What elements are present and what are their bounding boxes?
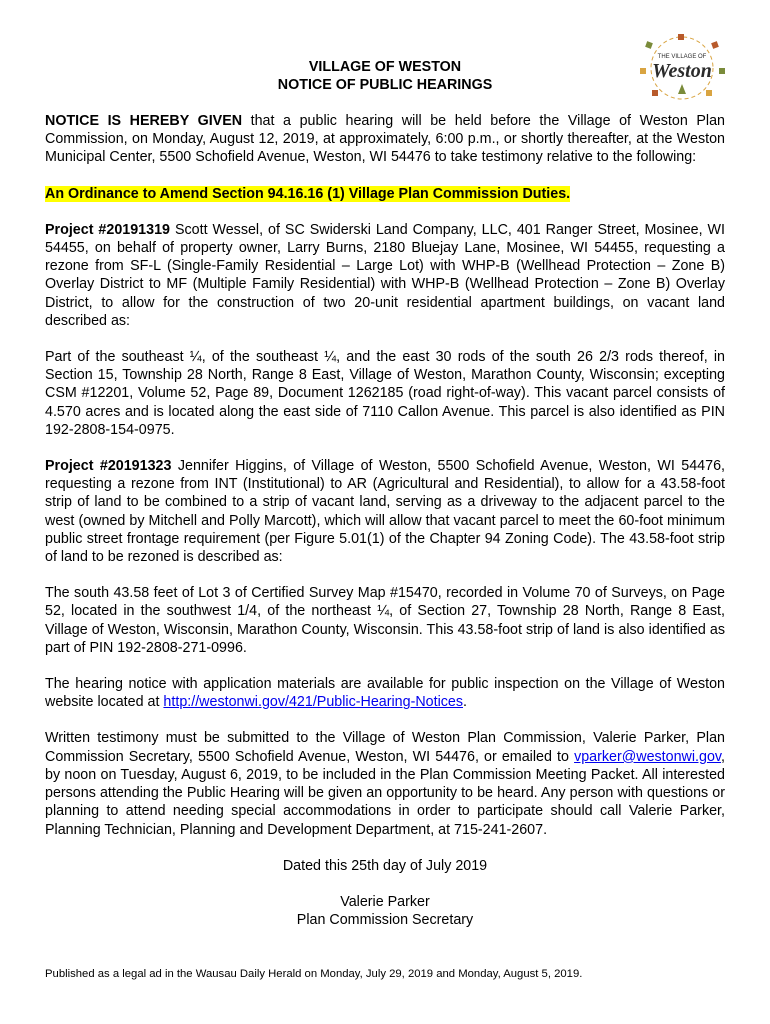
availability-paragraph <box>45 675 725 711</box>
signer-name: Valerie Parker <box>340 893 430 910</box>
availability-end: . <box>463 694 467 711</box>
signer-title: Plan Commission Secretary <box>296 912 474 929</box>
village-heading: VILLAGE OF WESTON <box>308 59 462 75</box>
testimony-text2: , by noon on Tuesday, August 6, 2019, to be included in the Plan Commission Meeting Packet. All interested persons attending the Public Hearing will be given an opportunity to be heard. Any person with questions or planning to attend needing special accommodations in order to participate should call Valerie Parker, Planning Technician, Planning and Development Department, at 715-241-2607. <box>45 748 725 838</box>
notice-body <box>45 58 725 929</box>
notice-heading: NOTICE OF PUBLIC HEARINGS <box>277 77 493 93</box>
logo-name: Weston <box>652 60 712 82</box>
intro-lead: NOTICE IS HEREBY GIVEN <box>45 113 243 129</box>
email-link[interactable]: vparker@westonwi.gov <box>574 748 722 765</box>
project2-id: Project #20191323 <box>45 458 172 475</box>
testimony-paragraph <box>45 729 725 838</box>
intro-text: that a public hearing will be held before the Village of Weston Plan Commission, on Monday, August 12, 2019, at approximately, 6:00 p.m., or shortly thereafter, at the Weston Municipal Center, 5500 Schofield Avenue, Weston, WI 54476 to take testimony relative to the following: <box>45 113 725 166</box>
project2-paragraph <box>45 457 725 566</box>
ordinance-highlight: An Ordinance to Amend Section 94.16.16 (1) Village Plan Commission Duties. <box>45 185 571 202</box>
project2-legal: The south 43.58 feet of Lot 3 of Certified Survey Map #15470, recorded in Volume 70 of Surveys, on Page 52, located in the southwest 1/4, of the northeast ¼, of Section 27, Township 28 North, Range 8 East, Village of Weston, Wisconsin, Marathon County, Wisconsin. This 43.58-foot strip of land is also identified as part of PIN 192-2808-271-0996. <box>45 585 725 656</box>
availability-text: The hearing notice with application materials are available for public inspection on the Village of Weston website located at <box>45 676 725 711</box>
project1-legal: Part of the southeast ¼, of the southeast ¼, and the east 30 rods of the south 26 2/3 rods thereof, in Section 15, Township 28 North, Range 8 East, Village of Weston, Marathon County, Wisconsin; excepting CSM #12201, Volume 52, Page 89, Document 1262185 (road right-of-way). This vacant parcel consists of 4.570 acres and is located along the east side of 7110 Callon Avenue. This parcel is also identified as PIN 192-2808-154-0975. <box>45 349 725 438</box>
testimony-text1: Written testimony must be submitted to the Village of Weston Plan Commission, Valerie Parker, Plan Commission Secretary, 5500 Schofield Avenue, Weston, WI 54476, or emailed to <box>45 730 725 765</box>
ordinance-line <box>45 185 725 203</box>
hearing-notices-link[interactable]: http://westonwi.gov/421/Public-Hearing-Notices <box>163 694 464 711</box>
intro-paragraph <box>45 112 725 167</box>
project1-id: Project #20191319 <box>45 221 170 238</box>
dated-line: Dated this 25th day of July 2019 <box>282 857 488 874</box>
project1-paragraph <box>45 221 725 330</box>
publication-footer: Published as a legal ad in the Wausau Daily Herald on Monday, July 29, 2019 and Monday, August 5, 2019. <box>45 968 583 980</box>
project1-text: Scott Wessel, of SC Swiderski Land Company, LLC, 401 Ranger Street, Mosinee, WI 54455, on behalf of property owner, Larry Burns, 2180 Bluejay Lane, Mosinee, WI 54455, requesting a rezone from SF-L (Single-Family Residential – Large Lot) with WHP-B (Wellhead Protection – Zone B) Overlay District to MF (Multiple Family Residential) with WHP-B (Wellhead Protection – Zone B) Overlay District, to allow for the construction of two 20-unit residential apartment buildings, on vacant land described as: <box>45 221 725 329</box>
project2-text: Jennifer Higgins, of Village of Weston, 5500 Schofield Avenue, Weston, WI 54476, requesting a rezone from INT (Institutional) to AR (Agricultural and Residential), to allow for a 43.58-foot strip of land to be combined to a strip of vacant land, serving as a driveway to the adjacent parcel to the west (owned by Mitchell and Polly Marcott), which will allow that vacant parcel to meet the 60-foot minimum public street frontage requirement (per Figure 5.01(1) of the Chapter 94 Zoning Code). The 43.58-foot strip of land to be rezoned is described as: <box>45 458 725 566</box>
logo-top-text: THE VILLAGE OF <box>657 54 707 60</box>
